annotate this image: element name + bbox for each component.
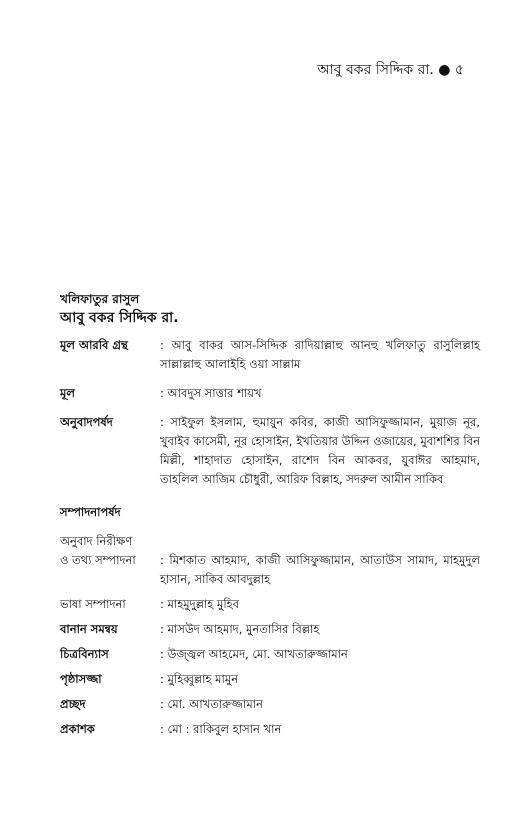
credit-label: মূল আরবি গ্রন্থ [60,338,128,352]
book-title [60,290,480,328]
credit-value: : আবু বাকর আস-সিদ্দিক রাদিয়াল্লাহু আনহু খলিফাতু রাসুলিল্লাহ সাল্লাল্লাহু আলাইহি ওয়া সাল্লাম [160,338,480,371]
credit-value: : সাইফুল ইসলাম, হুমায়ুন কবির, কাজী আসিফুজ্জামান, মুয়াজ নূর, খুবাইব কাসেমী, নূর হোসাইন, ইখতিয়ার উদ্দিন ওজায়ের, মুবাশশির বিন মিল্লী, শাহাদাত হোসাইন, রাশেদ বিন আকবর, যুবাঈর আহমাদ, তাহলিল আজিম চৌধুরী, আরিফ বিল্লাহ, সদরুল আমীন সাকিব [160,415,480,486]
credit-value: : মো. আখতারুজ্জামান [160,697,263,711]
credit-row-page-layout [60,670,480,689]
credit-label: ও তথ্য সম্পাদনা [60,553,136,567]
credit-row-illustration [60,645,480,664]
credit-row-cover [60,695,480,714]
credit-row-spelling [60,620,480,639]
credit-label: প্রকাশক [60,722,95,736]
credit-label: চিত্রবিন্যাস [60,647,109,661]
editorial-heading: সম্পাদনাপর্ষদ [60,505,121,519]
credit-row-language-editing [60,595,480,614]
credit-value: : মিশকাত আহমাদ, কাজী আসিফুজ্জামান, আতাউস সামাদ, মাহমুদুল হাসান, সাকিব আবদুল্লাহ [160,553,480,586]
book-title-line-1: খলিফাতুর রাসুল [60,292,140,306]
credit-value: : মুহিব্বুল্লাহ মামুন [160,672,239,686]
credit-label: প্রচ্ছদ [60,697,86,711]
credit-row-fact-editing [60,551,480,589]
credit-row-publisher [60,720,480,739]
credit-value: : আবদুস সাত্তার শায়খ [160,386,262,400]
credit-label: বানান সমন্বয় [60,622,118,636]
credit-label: মূল [60,386,75,400]
credit-value: : মো : রাকিবুল হাসান খান [160,722,282,736]
review-label: অনুবাদ নিরীক্ষণ [60,534,133,548]
credit-label: পৃষ্ঠাসজ্জা [60,672,102,686]
credit-value: : উজ্জ্বল আহমেদ, মো. আখতারুজ্জামান [160,647,348,661]
credit-value: : মাসউদ আহমাদ, মুনতাসির বিল্লাহ [160,622,320,636]
credits-block [60,336,480,739]
credit-row-original-book [60,336,480,374]
credit-row-translators [60,413,480,489]
credit-label: ভাষা সম্পাদনা [60,597,126,611]
credit-value: : মাহমুদুল্লাহ মুহিব [160,597,240,611]
credit-label: অনুবাদপর্ষদ [60,415,113,429]
book-title-line-2: আবু বকর সিদ্দিক রা. [60,310,179,326]
credit-row-author [60,384,480,403]
running-head: আবু বকর সিদ্দিক রা. ● ৫ [317,62,464,78]
